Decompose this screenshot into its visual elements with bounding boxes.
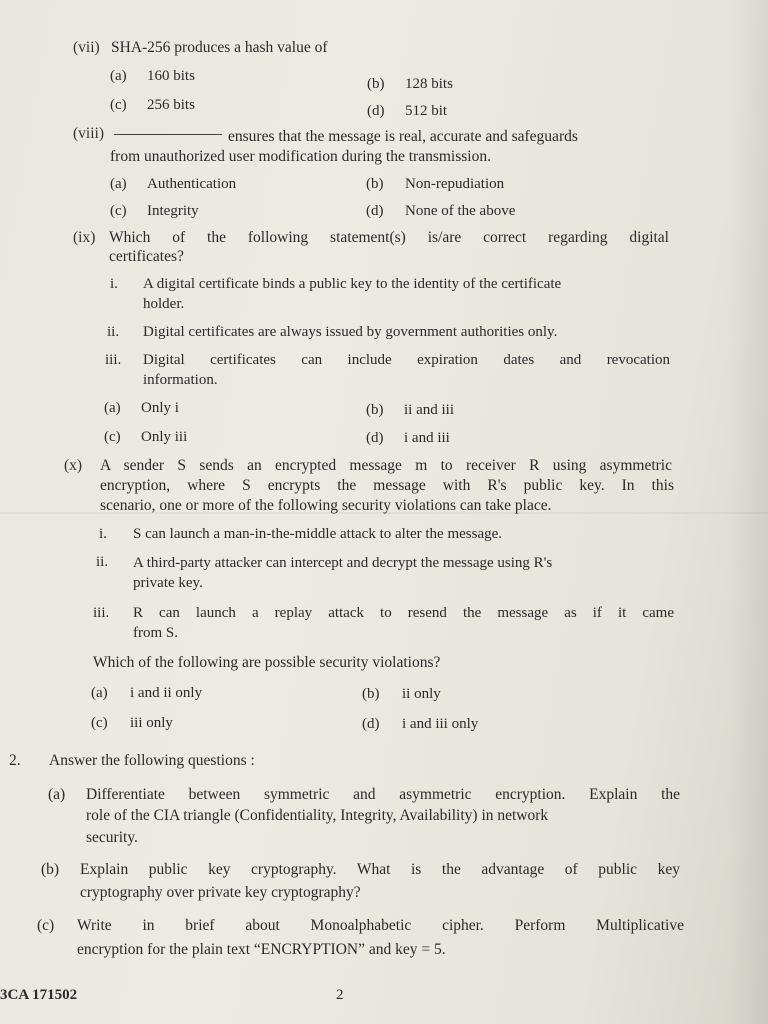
statement-text: from S. xyxy=(133,625,178,641)
option-label: (d) xyxy=(367,103,385,119)
option-label: (a) xyxy=(104,400,121,416)
option-text: 256 bits xyxy=(147,97,195,113)
question-number: (viii) xyxy=(73,125,104,142)
option-label: (c) xyxy=(91,715,108,731)
question-text: Which of the following statement(s) is/are correct regarding digital xyxy=(109,229,669,246)
option-label: (b) xyxy=(366,402,384,418)
subquestion-text: role of the CIA triangle (Confidentiality, Integrity, Availability) in network xyxy=(86,807,549,824)
option-label: (c) xyxy=(110,203,127,219)
option-text: Integrity xyxy=(147,203,199,219)
option-text: i and ii only xyxy=(130,685,203,701)
page-number: 2 xyxy=(336,987,344,1003)
option-label: (a) xyxy=(110,68,127,84)
option-label: (a) xyxy=(110,176,127,192)
subquestion-text: Write in brief about Monoalphabetic cipher. Perform Multiplicative xyxy=(77,917,684,934)
fill-in-blank xyxy=(112,124,226,144)
subquestion-label: (c) xyxy=(37,917,55,934)
statement-text: Digital certificates can include expiration dates and revocation xyxy=(143,352,670,368)
option-label: (c) xyxy=(104,429,121,445)
question-text: from unauthorized user modification during the transmission. xyxy=(110,148,491,165)
statement-text: Digital certificates are always issued by government authorities only. xyxy=(143,324,558,340)
option-text: ii only xyxy=(402,686,441,702)
paper-code: 3CA 171502 xyxy=(0,987,78,1003)
option-text: 128 bits xyxy=(405,76,453,92)
option-text: iii only xyxy=(130,715,173,731)
option-text: ii and iii xyxy=(404,402,454,418)
question-prompt: Which of the following are possible security violations? xyxy=(93,654,441,671)
question-number: (x) xyxy=(64,457,83,474)
question-text: SHA-256 produces a hash value of xyxy=(111,39,328,56)
statement-label: ii. xyxy=(107,324,120,340)
question-text: encryption, where S encrypts the message with R's public key. In this xyxy=(100,477,674,494)
option-text: None of the above xyxy=(405,203,516,219)
statement-label: i. xyxy=(110,276,118,292)
statement-label: ii. xyxy=(96,554,109,570)
question-text: A sender S sends an encrypted message m to receiver R using asymmetric xyxy=(100,457,672,474)
option-label: (b) xyxy=(367,76,385,92)
question-text: ensures that the message is real, accurate and safeguards xyxy=(228,128,578,145)
statement-label: iii. xyxy=(93,605,110,621)
subquestion-text: cryptography over private key cryptography? xyxy=(80,884,361,901)
question-number: (ix) xyxy=(73,229,96,246)
subquestion-text: Explain public key cryptography. What is the advantage of public key xyxy=(80,861,680,878)
statement-text: S can launch a man-in-the-middle attack to alter the message. xyxy=(133,526,503,542)
statement-label: i. xyxy=(99,526,107,542)
option-label: (d) xyxy=(366,203,384,219)
option-text: Only i xyxy=(141,400,179,416)
option-text: 160 bits xyxy=(147,68,195,84)
statement-text: A digital certificate binds a public key to the identity of the certificate xyxy=(143,276,562,292)
statement-text: private key. xyxy=(133,575,203,591)
option-label: (b) xyxy=(362,686,380,702)
statement-label: iii. xyxy=(105,352,122,368)
statement-text: R can launch a replay attack to resend the message as if it came xyxy=(133,605,674,621)
option-label: (a) xyxy=(91,685,108,701)
subquestion-text: Differentiate between symmetric and asymmetric encryption. Explain the xyxy=(86,786,680,803)
question-text: certificates? xyxy=(109,248,184,265)
statement-text: A third-party attacker can intercept and decrypt the message using R's xyxy=(133,555,553,571)
option-text: 512 bit xyxy=(405,103,448,119)
option-label: (b) xyxy=(366,176,384,192)
subquestion-text: encryption for the plain text “ENCRYPTION” and key = 5. xyxy=(77,941,446,958)
statement-text: holder. xyxy=(143,296,185,312)
section-number: 2. xyxy=(9,752,21,769)
question-text: scenario, one or more of the following security violations can take place. xyxy=(100,497,552,514)
option-text: Only iii xyxy=(141,429,188,445)
subquestion-text: security. xyxy=(86,829,138,846)
subquestion-label: (a) xyxy=(48,786,66,803)
statement-text: information. xyxy=(143,372,218,388)
option-text: i and iii xyxy=(404,430,450,446)
section-heading: Answer the following questions : xyxy=(49,752,255,769)
option-text: Non-repudiation xyxy=(405,176,505,192)
option-text: Authentication xyxy=(147,176,237,192)
option-label: (d) xyxy=(362,716,380,732)
subquestion-label: (b) xyxy=(41,861,60,878)
question-number: (vii) xyxy=(73,39,100,56)
option-text: i and iii only xyxy=(402,716,479,732)
option-label: (c) xyxy=(110,97,127,113)
option-label: (d) xyxy=(366,430,384,446)
